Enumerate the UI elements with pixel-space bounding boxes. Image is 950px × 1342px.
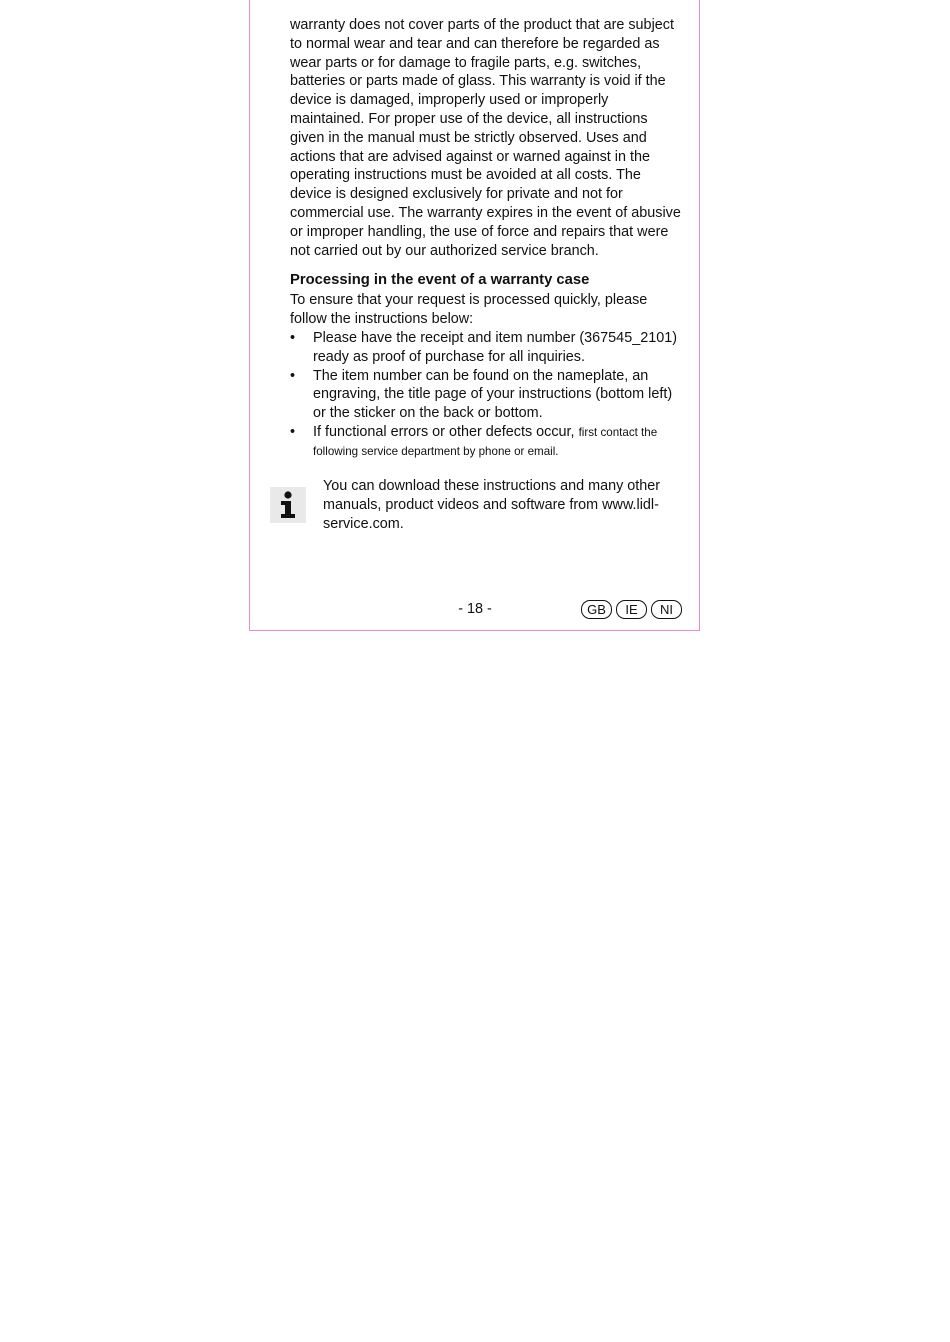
section-heading: Processing in the event of a warranty case — [290, 272, 590, 289]
body-text — [290, 16, 682, 461]
manual-page — [249, 0, 700, 631]
list-item-text: The item number can be found on the nameplate, an engraving, the title page of your instructions (bottom left) or the sticker on the back or bottom. — [313, 367, 673, 422]
list-item — [290, 423, 682, 461]
page-number: - 18 - — [458, 601, 492, 617]
info-icon — [270, 487, 306, 523]
bullet-point: • — [290, 423, 296, 440]
section-intro: To ensure that your request is processed quickly, please follow the instructions below: — [290, 292, 648, 328]
country-badge-ni: NI — [651, 600, 682, 619]
bullet-point: • — [290, 329, 296, 346]
list-item-text: Please have the receipt and item number (367545_2101) ready as proof of purchase for all inquiries. — [313, 329, 678, 365]
bullet-point: • — [290, 367, 296, 384]
list-item-text: If functional errors or other defects occur, — [313, 423, 579, 440]
warranty-paragraph: warranty does not cover parts of the product that are subject to normal wear and tear and can therefore be regarded as wear parts or for damage to fragile parts, e.g. switches, batteries or parts made of glass. This warranty is void if the device is damaged, improperly used or improperly maintained. For proper use of the device, all instructions given in the manual must be strictly observed. Uses and actions that are advised against or warned against in the operating instructions must be avoided at all costs. The device is designed exclusively for private and not for commercial use. The warranty expires in the event of abusive or improper handling, the use of force and repairs that were not carried out by our authorized service branch. — [290, 17, 681, 259]
list-item — [290, 367, 682, 423]
list-item-small-text: first contact the following service department by phone or email. — [313, 425, 658, 458]
country-badge-gb: GB — [581, 600, 612, 619]
info-text: You can download these instructions and many other manuals, product videos and software from www.lidl-service.com. — [323, 478, 661, 532]
country-badges — [581, 600, 682, 619]
country-badge-ie: IE — [616, 600, 647, 619]
instruction-list — [290, 329, 682, 461]
info-glyph-icon — [270, 487, 306, 523]
list-item — [290, 329, 682, 367]
